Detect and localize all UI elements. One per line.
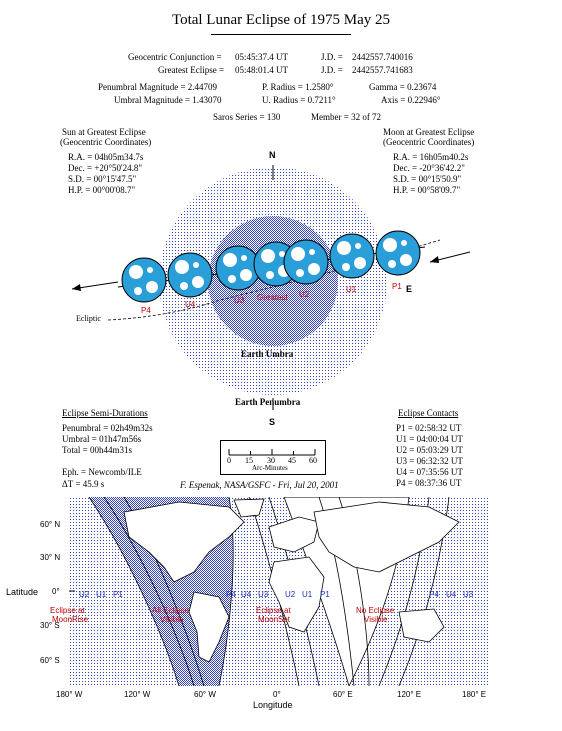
credit-line: F. Espenak, NASA/GSFC - Fri, Jul 20, 2001 [180,480,339,490]
map-contact-p4-east: P4 [429,590,439,599]
moon-position-u3 [216,246,260,290]
sun-subheading: (Geocentric Coordinates) [60,137,152,147]
moon-subheading: (Geocentric Coordinates) [383,137,475,147]
duration-umbral: Umbral = 01h47m56s [62,434,142,444]
saros-series: Saros Series = 130 [213,112,281,122]
lat-tick-0: 0° [52,587,60,596]
sun-dec: Dec. = +20°50'24.8" [68,163,143,173]
north-label: N [269,150,276,160]
sun-ra: R.A. = 04h05m34.7s [68,152,144,162]
moon-position-p4 [122,258,166,302]
conjunction-value: 05:45:37.4 UT [235,52,288,62]
scale-label: Arc-Minutes [252,464,288,472]
lat-tick-60n: 60° N [40,520,61,529]
moon-heading: Moon at Greatest Eclipse [383,127,475,137]
contact-p4: P4 = 08:37:36 UT [396,478,462,488]
conjunction-jd-value: 2442557.740016 [352,52,413,62]
greatest-eclipse-value: 05:48:01.4 UT [235,65,288,75]
region-moonset-line1: Eclipse at [256,606,291,615]
lon-tick-60w: 60° W [194,690,216,699]
region-all-line1: All Eclipse [152,606,189,615]
region-all-line2: Visible [160,615,184,624]
conjunction-jd-label: J.D. = [321,52,343,62]
lat-tick-60s: 60° S [40,656,60,665]
contact-u4: U4 = 07:35:56 UT [396,467,463,477]
map-contact-u1-west: U1 [96,590,107,599]
east-label: E [406,284,413,294]
contact-label-greatest: Greatest [257,293,288,302]
contact-label-u2: U2 [299,290,310,299]
south-label: S [269,417,276,427]
moon-sd: S.D. = 00°15'50.9" [393,174,462,184]
semi-durations-heading: Eclipse Semi-Durations [62,408,148,418]
sun-sd: S.D. = 00°15'47.5" [68,174,137,184]
region-moonset-line2: MoonSet [258,615,291,624]
ephemeris: Eph. = Newcomb/ILE [62,467,142,477]
penumbra-label: Earth Penumbra [235,397,301,407]
u-radius: U. Radius = 0.7211° [262,95,336,105]
moon-position-u2 [284,240,328,284]
lon-tick-60e: 60° E [333,690,353,699]
moon-position-u4 [168,253,212,297]
axis: Axis = 0.22946° [381,95,441,105]
contacts-heading: Eclipse Contacts [398,408,459,418]
contact-label-p4: P4 [141,306,151,315]
greatest-eclipse-jd-value: 2442557.741683 [352,65,413,75]
duration-penumbral: Penumbral = 02h49m32s [62,423,153,433]
path-arrow-out-head [72,284,81,291]
eclipse-path-diagram [0,140,562,440]
map-contact-u2-mid: U2 [285,590,296,599]
map-contact-u3-east: U3 [463,590,474,599]
page-title: Total Lunar Eclipse of 1975 May 25 [171,12,391,28]
scale-tick-15: 15 [245,456,253,465]
contact-u3: U3 = 06:32:32 UT [396,456,463,466]
p-radius: P. Radius = 1.2580° [262,82,334,92]
umbra-label: Earth Umbra [241,349,294,359]
moon-ra: R.A. = 16h05m40.2s [393,152,469,162]
lat-tick-30n: 30° N [40,553,61,562]
moon-hp: H.P. = 00°58'09.7" [393,185,461,195]
contact-label-u4: U4 [185,300,196,309]
lon-tick-0: 0° [273,690,281,699]
contact-u1: U1 = 04:00:04 UT [396,434,463,444]
sun-hp: H.P. = 00°00'08.7" [68,185,136,195]
contact-p1: P1 = 02:58:32 UT [396,423,462,433]
greatest-eclipse-label: Greatest Eclipse = [158,65,225,75]
gamma: Gamma = 0.23674 [369,82,437,92]
lon-tick-120e: 120° E [397,690,422,699]
map-contact-u4-mid: U4 [241,590,252,599]
scale-tick-45: 45 [288,456,296,465]
delta-t: ΔT = 45.9 s [62,479,105,489]
contact-label-u3: U3 [234,296,245,305]
lon-tick-180w: 180° W [56,690,83,699]
region-none-line2: Visible [364,615,388,624]
scale-tick-60: 60 [309,456,317,465]
map-contact-u3-mid: U3 [258,590,269,599]
title-underline [211,34,351,35]
longitude-label: Longitude [253,700,293,710]
region-moonrise-line1: Eclipse at [50,606,85,615]
moon-dec: Dec. = -20°36'42.2" [393,163,465,173]
map-contact-u1-mid: U1 [302,590,313,599]
moon-position-p1 [376,231,420,275]
ecliptic-label: Ecliptic [76,314,101,323]
region-moonrise-line2: MoonRise [52,615,89,624]
map-contact-p1-west: P1 [113,590,123,599]
scale-ruler [225,448,319,456]
conjunction-label: Geocentric Conjunction = [128,52,222,62]
lon-tick-120w: 120° W [124,690,151,699]
scale-tick-30: 30 [267,456,275,465]
contact-label-p1: P1 [392,282,402,291]
path-arrow-in-head [430,256,439,263]
map-contact-u4-east: U4 [446,590,457,599]
penumbral-magnitude: Penumbral Magnitude = 2.44709 [98,82,218,92]
contact-u2: U2 = 05:03:29 UT [396,445,463,455]
scale-tick-0: 0 [227,456,231,465]
map-contact-p4-mid: P4 [226,590,236,599]
contact-label-u1: U1 [346,285,357,294]
visibility-map [69,497,488,686]
map-contact-u2-west: U2 [79,590,90,599]
lon-tick-180e: 180° E [462,690,487,699]
greatest-eclipse-jd-label: J.D. = [321,65,343,75]
umbral-magnitude: Umbral Magnitude = 1.43070 [114,95,222,105]
region-none-line1: No Eclipse [356,606,395,615]
latitude-label: Latitude [6,587,39,597]
sun-heading: Sun at Greatest Eclipse [62,127,146,137]
lat-tick-30s: 30° S [40,621,60,630]
moon-position-u1 [330,234,374,278]
duration-total: Total = 00h44m31s [62,445,132,455]
map-contact-p1-mid: P1 [320,590,330,599]
saros-member: Member = 32 of 72 [311,112,382,122]
